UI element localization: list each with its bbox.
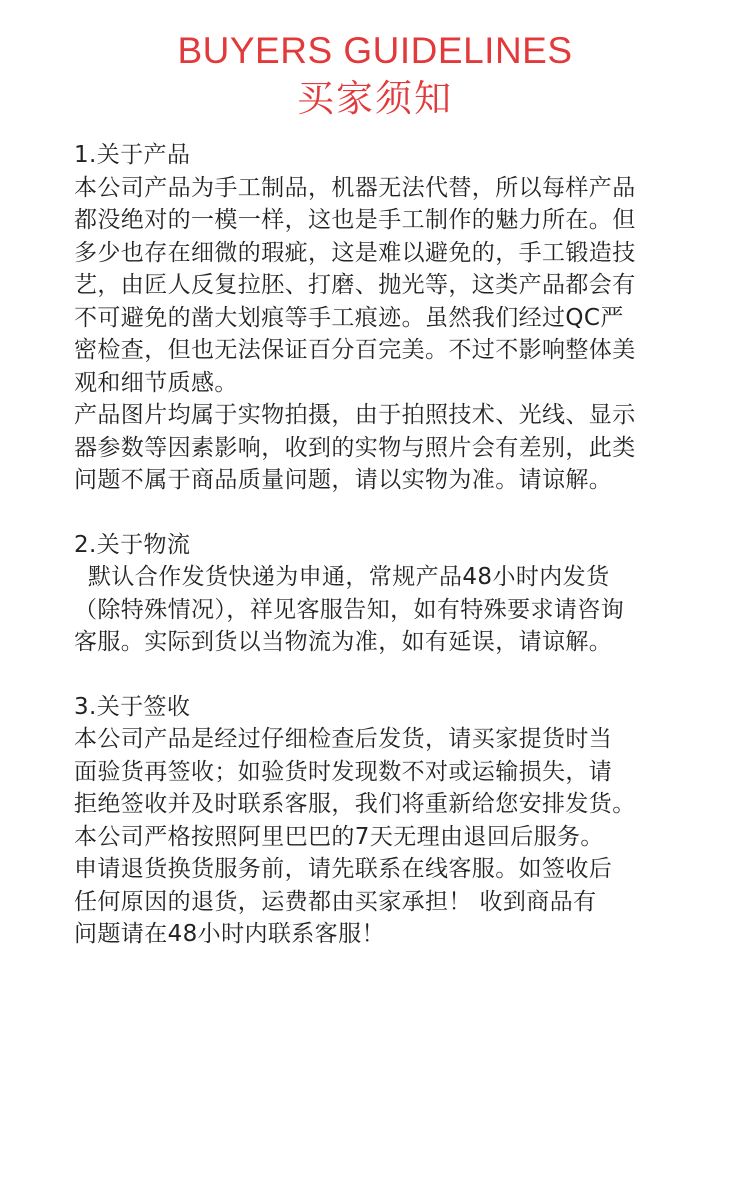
title-english: BUYERS GUIDELINES [177, 30, 573, 71]
paragraph-line: 产品图片均属于实物拍摄，由于拍照技术、光线、显示 [74, 402, 636, 428]
paragraph-line: （除特殊情况），祥见客服告知，如有特殊要求请咨询 [74, 596, 625, 623]
paragraph-line: 面验货再签收；如验货时发现数不对或运输损失，请 [74, 758, 613, 785]
paragraph-line: 不可避免的凿大划痕等手工痕迹。虽然我们经过QC严 [74, 304, 624, 331]
paragraph-line: 本公司产品是经过仔细检查后发货，请买家提货时当 [74, 726, 613, 752]
section-logistics [74, 529, 694, 659]
paragraph-line: 密检查，但也无法保证百分百完美。不过不影响整体美 [74, 337, 636, 363]
paragraph-line: 申请退货换货服务前，请先联系在线客服。如签收后 [74, 856, 613, 882]
section-heading: 2.关于物流 [74, 531, 191, 558]
section-receipt [74, 691, 694, 951]
title-chinese: 买家须知 [297, 77, 453, 120]
section-product [74, 139, 694, 497]
paragraph-line: 问题请在48小时内联系客服！ [74, 921, 385, 947]
paragraph-line: 艺，由匠人反复拉胚、打磨、抛光等，这类产品都会有 [74, 272, 636, 298]
paragraph-line: 任何原因的退货，运费都由买家承担！ 收到商品有 [74, 888, 597, 915]
section-heading: 1.关于产品 [74, 142, 191, 168]
paragraph-line: 拒绝签收并及时联系客服，我们将重新给您安排发货。 [74, 791, 636, 817]
section-spacer [74, 659, 694, 691]
paragraph-line: 问题不属于商品质量问题，请以实物为准。请谅解。 [74, 467, 613, 493]
guidelines-content [74, 139, 694, 951]
section-heading: 3.关于签收 [74, 693, 191, 720]
paragraph-line: 多少也存在细微的瑕疵，这是难以避免的，手工锻造技 [74, 239, 636, 266]
section-spacer [74, 497, 694, 529]
paragraph-line: 默认合作发货快递为申通，常规产品48小时内发货 [88, 564, 610, 590]
paragraph-line: 客服。实际到货以当物流为准，如有延误，请谅解。 [74, 629, 613, 655]
paragraph-line: 器参数等因素影响，收到的实物与照片会有差别，此类 [74, 434, 636, 461]
paragraph-line: 本公司严格按照阿里巴巴的7天无理由退回后服务。 [74, 823, 604, 850]
paragraph-line: 本公司产品为手工制品，机器无法代替，所以每样产品 [74, 174, 636, 201]
paragraph-line: 观和细节质感。 [74, 369, 238, 396]
paragraph-line: 都没绝对的一模一样，这也是手工制作的魅力所在。但 [74, 207, 636, 233]
